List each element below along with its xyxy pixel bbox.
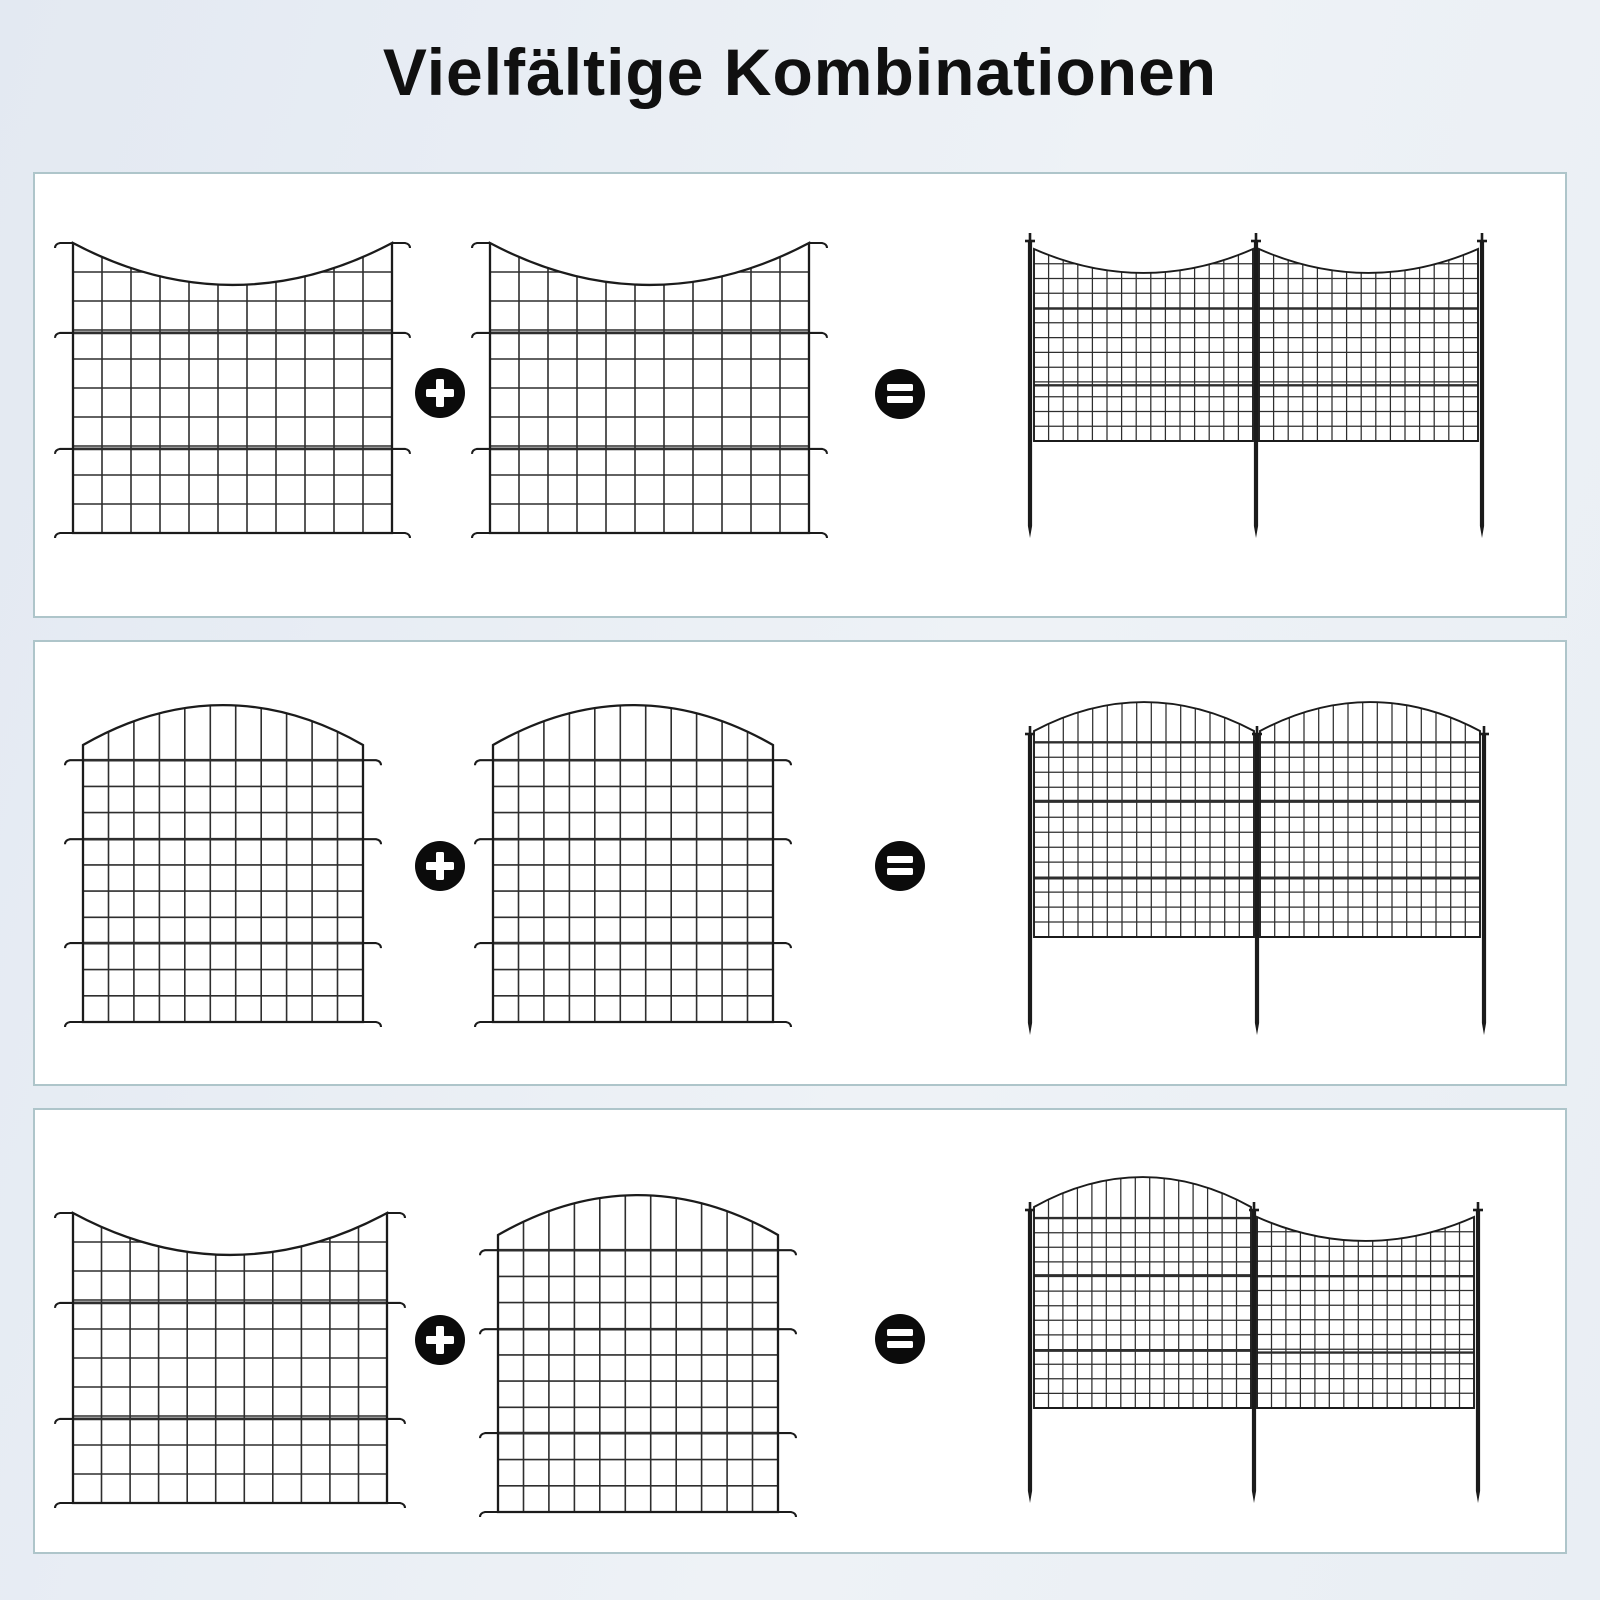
equals-icon: [875, 369, 925, 419]
combination-card-3: [33, 1108, 1567, 1554]
plus-icon: [415, 841, 465, 891]
combination-card-1: [33, 172, 1567, 618]
plus-icon: [415, 1315, 465, 1365]
plus-icon: [415, 368, 465, 418]
page-title: Vielfältige Kombinationen: [382, 35, 1218, 109]
equals-icon: [875, 1314, 925, 1364]
combination-card-2: [33, 640, 1567, 1086]
equals-icon: [875, 841, 925, 891]
